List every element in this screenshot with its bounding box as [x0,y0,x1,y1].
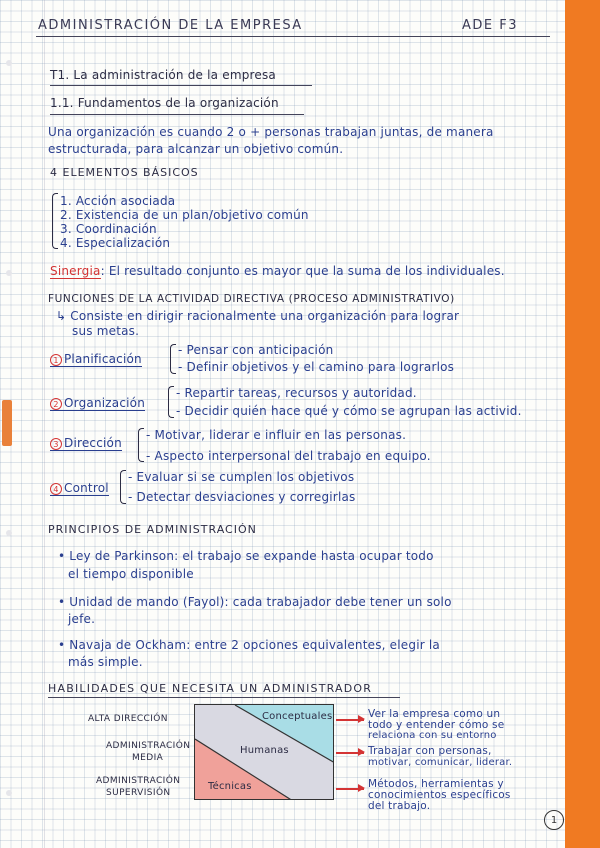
control-line: - Evaluar si se cumplen los objetivos [128,470,355,484]
note-conceptuales: Ver la empresa como un [368,708,501,720]
level-administracion-2: ADMINISTRACIÓN [96,776,181,786]
level-media: MEDIA [132,753,164,763]
funcion-planificacion: 1 Planificación [50,352,142,367]
funcion-organizacion: 2 Organización [50,396,145,411]
element-item: 4. Especialización [60,236,171,250]
note-tecnicas: conocimientos específicos [368,789,511,801]
organizacion-brace [168,386,174,418]
note-humanas: motivar, comunicar, liderar. [368,757,513,768]
habilidades-rule [48,697,400,698]
funcion-control: 4 Control [50,481,109,496]
principio-line: • Ley de Parkinson: el trabajo se expande hasta ocupar todo [58,549,434,563]
skill-conceptuales: Conceptuales [262,711,333,722]
habilidades-heading: HABILIDADES QUE NECESITA UN ADMINISTRADOR [48,682,373,695]
funciones-sub-1: ↳ Consiste en dirigir racionalmente una organización para lograr [56,309,460,323]
note-tecnicas: del trabajo. [368,800,431,812]
funciones-heading: FUNCIONES DE LA ACTIVIDAD DIRECTIVA (PROCESO ADMINISTRATIVO) [48,293,455,305]
topic-title: T1. La administración de la empresa [50,68,276,82]
sinergia-term: Sinergia [50,264,101,278]
note-conceptuales: relaciona con su entorno [368,730,497,741]
level-supervision: SUPERVISIÓN [106,788,171,798]
note-humanas: Trabajar con personas, [368,745,492,757]
binder-hole [6,60,12,66]
arrow-icon [336,788,364,790]
section-title: 1.1. Fundamentos de la organización [50,96,279,110]
planificacion-brace [170,344,176,374]
element-item: 2. Existencia de un plan/objetivo común [60,208,309,222]
header-title: ADMINISTRACIÓN DE LA EMPRESA [38,18,303,33]
sinergia-text: : El resultado conjunto es mayor que la suma de los individuales. [100,264,505,278]
principio-line: • Unidad de mando (Fayol): cada trabajador debe tener un solo [58,595,452,609]
control-brace [120,470,126,504]
element-item: 1. Acción asociada [60,194,176,208]
direccion-line: - Motivar, liderar e influir en las personas. [146,428,407,442]
funciones-sub-2: sus metas. [72,324,140,338]
notebook-edge-strip [565,0,600,848]
principio-line: jefe. [68,612,96,626]
control-line: - Detectar desviaciones y corregirlas [128,490,356,504]
intro-line-1: Una organización es cuando 2 o + personas trabajan juntas, de manera [48,125,494,139]
direccion-line: - Aspecto interpersonal del trabajo en equipo. [146,449,431,463]
section-rule [50,114,304,115]
elements-brace [52,193,58,249]
organizacion-line: - Decidir quién hace qué y cómo se agrupan las activid. [176,404,522,418]
topic-rule [50,85,312,86]
level-alta-direccion: ALTA DIRECCIÓN [88,714,168,724]
note-tecnicas: Métodos, herramientas y [368,778,504,790]
page-number: 1 [544,810,564,830]
arrow-icon [336,719,364,721]
skill-humanas: Humanas [240,745,289,756]
arrow-icon [336,752,364,754]
skill-tecnicas: Técnicas [208,781,252,792]
header-code: ADE F3 [462,18,518,33]
notebook-tab-mark [2,400,12,446]
header-rule [36,36,550,37]
principios-heading: PRINCIPIOS DE ADMINISTRACIÓN [48,523,257,536]
principio-line: • Navaja de Ockham: entre 2 opciones equivalentes, elegir la [58,638,440,652]
principio-line: el tiempo disponible [68,567,194,581]
planificacion-line: - Pensar con anticipación [178,343,334,357]
binder-hole [6,270,12,276]
planificacion-line: - Definir objetivos y el camino para lograrlos [178,360,455,374]
margin-line [44,0,45,848]
direccion-brace [138,428,144,462]
sinergia-line [50,264,505,278]
binder-hole [6,790,12,796]
element-item: 3. Coordinación [60,222,157,236]
principio-line: más simple. [68,655,143,669]
organizacion-line: - Repartir tareas, recursos y autoridad. [176,386,417,400]
binder-hole [6,530,12,536]
note-conceptuales: todo y entender cómo se [368,719,505,731]
intro-line-2: estructurada, para alcanzar un objetivo común. [48,142,344,156]
funcion-direccion: 3 Dirección [50,436,122,451]
level-administracion: ADMINISTRACIÓN [106,741,191,751]
elements-heading: 4 ELEMENTOS BÁSICOS [50,166,199,179]
